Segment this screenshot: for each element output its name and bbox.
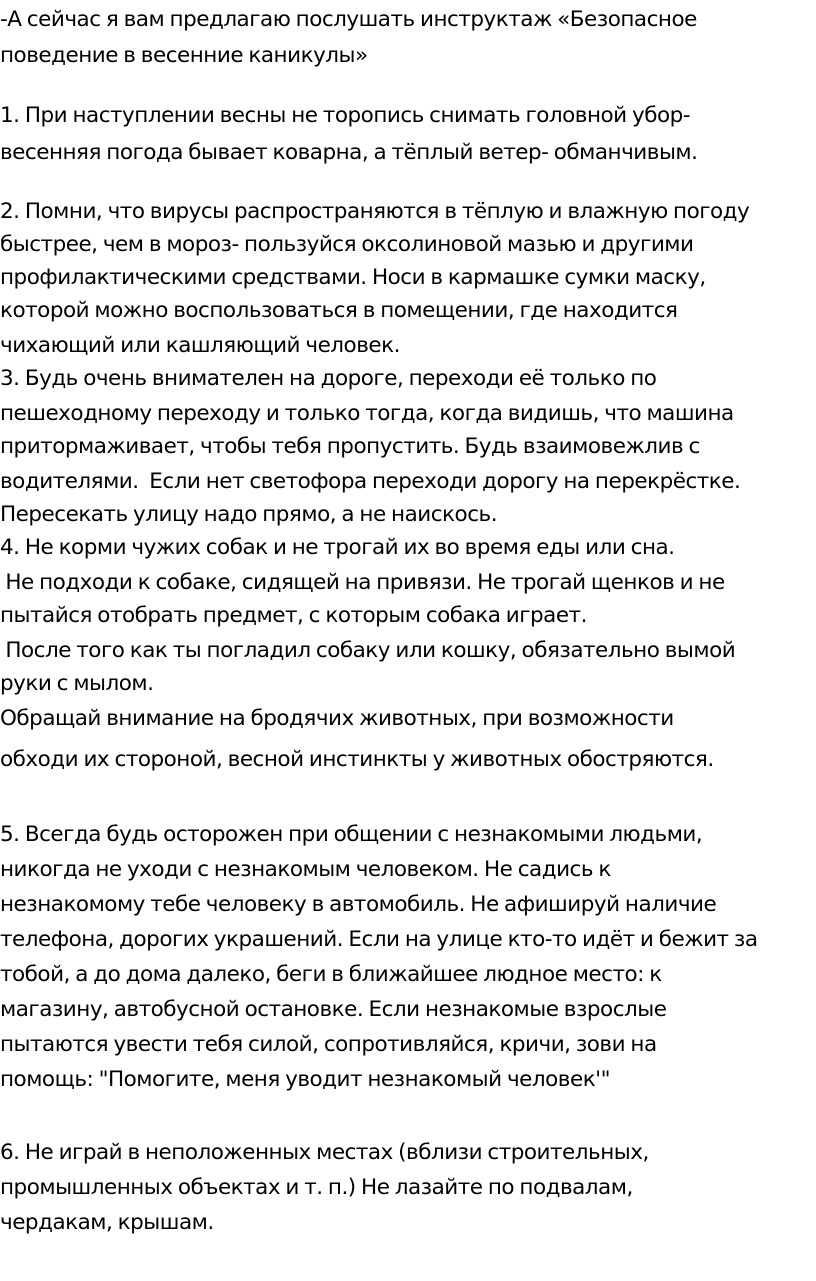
text-line: помощь: "Помогите, меня уводит незнакомый человек'" bbox=[0, 1067, 610, 1092]
text-line: промышленных объектах и т. п.) Не лазайте по подвалам, bbox=[0, 1175, 633, 1200]
text-line: 2. Помни, что вирусы распространяются в тёплую и влажную погоду bbox=[0, 199, 750, 224]
text-line: которой можно воспользоваться в помещении, где находится bbox=[0, 298, 678, 323]
text-line: чердакам, крышам. bbox=[0, 1210, 214, 1235]
text-line: пытаются увести тебя силой, сопротивляйся, кричи, зови на bbox=[0, 1032, 657, 1057]
text-line: притормаживает, чтобы тебя пропустить. Будь взаимовежлив с bbox=[0, 434, 700, 459]
text-line: 3. Будь очень внимателен на дороге, переходи её только по bbox=[0, 366, 657, 391]
text-line: После того как ты погладил собаку или кошку, обязательно вымой bbox=[0, 638, 736, 663]
text-line: телефона, дорогих украшений. Если на улице кто-то идёт и бежит за bbox=[0, 927, 758, 952]
text-line: чихающий или кашляющий человек. bbox=[0, 333, 400, 358]
text-line: 5. Всегда будь осторожен при общении с незнакомыми людьми, bbox=[0, 822, 703, 847]
text-line: Пересекать улицу надо прямо, а не наискось. bbox=[0, 502, 498, 527]
text-line: незнакомому тебе человеку в автомобиль. Не афишируй наличие bbox=[0, 892, 717, 917]
text-line: никогда не уходи с незнакомым человеком. Не садись к bbox=[0, 857, 611, 882]
text-line: тобой, а до дома далеко, беги в ближайшее людное место: к bbox=[0, 962, 662, 987]
text-line: быстрее, чем в мороз- пользуйся оксолиновой мазью и другими bbox=[0, 232, 694, 257]
text-line: пытайся отобрать предмет, с которым собака играет. bbox=[0, 603, 587, 628]
text-line: Обращай внимание на бродячих животных, при возможности bbox=[0, 706, 674, 731]
text-line: -А сейчас я вам предлагаю послушать инструктаж «Безопасное bbox=[0, 7, 697, 32]
text-line: поведение в весенние каникулы» bbox=[0, 43, 368, 68]
text-line: обходи их стороной, весной инстинкты у животных обостряются. bbox=[0, 747, 714, 772]
text-line: 4. Не корми чужих собак и не трогай их во время еды или сна. bbox=[0, 535, 675, 560]
text-line: профилактическими средствами. Носи в кармашке сумки маску, bbox=[0, 265, 706, 290]
text-line: Не подходи к собаке, сидящей на привязи. Не трогай щенков и не bbox=[0, 570, 725, 595]
text-line: пешеходному переходу и только тогда, когда видишь, что машина bbox=[0, 401, 734, 426]
text-line: руки с мылом. bbox=[0, 671, 154, 696]
text-line: 6. Не играй в неположенных местах (вблизи строительных, bbox=[0, 1140, 649, 1165]
text-line: весенняя погода бывает коварна, а тёплый ветер- обманчивым. bbox=[0, 140, 698, 165]
text-line: 1. При наступлении весны не торопись снимать головной убор- bbox=[0, 103, 691, 128]
text-line: водителями. Если нет светофора переходи дорогу на перекрёстке. bbox=[0, 469, 741, 494]
text-line: магазину, автобусной остановке. Если незнакомые взрослые bbox=[0, 997, 667, 1022]
